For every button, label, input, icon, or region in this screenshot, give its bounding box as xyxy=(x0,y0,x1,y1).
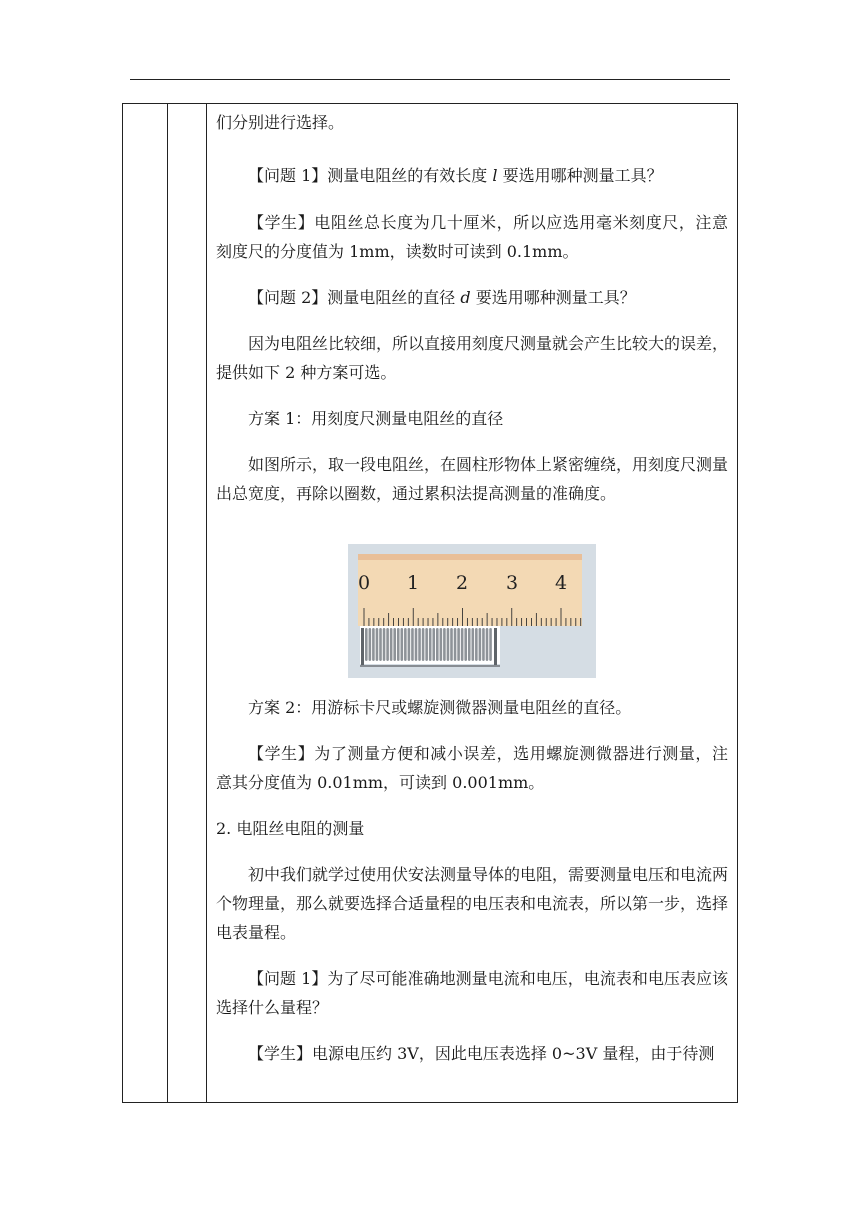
student-text: 电阻丝总长度为几十厘米，所以应选用毫米刻度尺，注意刻度尺的分度值为 1mm，读数时可读到 0.1mm。 xyxy=(216,213,728,261)
coil-turn xyxy=(425,628,428,661)
header-rule xyxy=(130,79,730,80)
paragraph-figure-desc: 如图所示，取一段电阻丝，在圆柱形物体上紧密缠绕，用刻度尺测量出总宽度，再除以圈数，通过累积法提高测量的准确度。 xyxy=(216,455,729,503)
coil-turn xyxy=(365,628,368,661)
paragraph-junior-high: 初中我们就学过使用伏安法测量导体的电阻，需要测量电压和电流两个物理量，那么就要选择合适量程的电压表和电流表，所以第一步，选择电表量程。 xyxy=(216,865,729,942)
coil-turn xyxy=(415,628,418,661)
coil-turn xyxy=(436,628,439,661)
ruler-body xyxy=(358,554,582,626)
section-2-heading: 2. 电阻丝电阻的测量 xyxy=(216,819,365,838)
lesson-table xyxy=(122,103,738,1103)
coil-turn xyxy=(379,628,382,661)
question-meter-range xyxy=(216,964,728,1022)
question-text: 测量电阻丝的直径 xyxy=(327,288,461,307)
coil-turn xyxy=(376,628,379,661)
ruler-top-edge xyxy=(358,554,582,560)
student-text: 电源电压约 3V，因此电压表选择 0~3V 量程，由于待测 xyxy=(312,1044,715,1063)
coil-turn xyxy=(468,628,471,661)
coil-turn xyxy=(383,628,386,661)
coil-turn xyxy=(443,628,446,661)
wire-coil xyxy=(361,628,497,665)
coil-turn xyxy=(489,628,492,661)
column-divider-2 xyxy=(206,104,207,1102)
coil-turn xyxy=(386,628,389,661)
question-tag: 【问题 1】 xyxy=(248,969,328,988)
student-answer-voltage xyxy=(216,1039,728,1068)
ruler-coil-illustration xyxy=(348,544,596,678)
coil-turn xyxy=(408,628,411,661)
question-tag: 【问题 2】 xyxy=(248,288,328,307)
variable-l: l xyxy=(492,166,498,185)
coil-turn xyxy=(372,628,375,661)
coil-turn xyxy=(479,628,482,661)
question-length-tool xyxy=(216,161,728,190)
ruler-label-2: 2 xyxy=(455,572,469,594)
ruler-label-1: 1 xyxy=(406,572,420,594)
coil-turn xyxy=(369,628,372,661)
coil-turn xyxy=(429,628,432,661)
student-text: 为了测量方便和减小误差，选用螺旋测微器进行测量，注意其分度值为 0.01mm，可读到 0.001mm。 xyxy=(216,744,728,792)
ruler-label-3: 3 xyxy=(505,572,519,594)
question-text: 测量电阻丝的有效长度 xyxy=(327,166,493,185)
cylinder-end xyxy=(494,628,497,665)
coil-turn xyxy=(486,628,489,661)
student-answer-micrometer xyxy=(216,739,728,797)
coil-turn xyxy=(482,628,485,661)
coil-turn xyxy=(397,628,400,661)
ruler-label-4: 4 xyxy=(554,572,568,594)
coil-turn xyxy=(461,628,464,661)
plan-2-heading: 方案 2：用游标卡尺或螺旋测微器测量电阻丝的直径。 xyxy=(248,698,632,717)
coil-turn xyxy=(464,628,467,661)
coil-turn xyxy=(447,628,450,661)
coil-turn xyxy=(404,628,407,661)
coil-turn xyxy=(418,628,421,661)
coil-turn xyxy=(432,628,435,661)
cylinder-end xyxy=(361,628,364,665)
variable-d: d xyxy=(460,288,471,307)
plan-1-heading: 方案 1：用刻度尺测量电阻丝的直径 xyxy=(248,409,504,428)
question-text-end: 要选用哪种测量工具？ xyxy=(470,288,636,307)
student-tag: 【学生】 xyxy=(248,213,315,232)
student-tag: 【学生】 xyxy=(248,1044,313,1063)
question-text-end: 要选用哪种测量工具？ xyxy=(497,166,663,185)
question-tag: 【问题 1】 xyxy=(248,166,328,185)
ruler-label-0: 0 xyxy=(357,572,371,594)
column-divider-1 xyxy=(167,104,168,1102)
coil-turn xyxy=(393,628,396,661)
coil-turn xyxy=(475,628,478,661)
ruler-coil-figure xyxy=(348,544,596,678)
coil-turn xyxy=(422,628,425,661)
coil-turn xyxy=(454,628,457,661)
paragraph-because: 因为电阻丝比较细，所以直接用刻度尺测量就会产生比较大的误差，提供如下 2 种方案可选。 xyxy=(216,334,729,382)
student-answer-ruler xyxy=(216,208,728,266)
coil-turn xyxy=(401,628,404,661)
coil-turn xyxy=(472,628,475,661)
coil-turn xyxy=(440,628,443,661)
coil-turn xyxy=(390,628,393,661)
paragraph-continuation: 们分别进行选择。 xyxy=(216,113,345,132)
coil-turn xyxy=(450,628,453,661)
question-text: 为了尽可能准确地测量电流和电压，电流表和电压表应该选择什么量程？ xyxy=(216,969,728,1017)
question-diameter-tool xyxy=(216,283,728,312)
coil-turn xyxy=(411,628,414,661)
student-tag: 【学生】 xyxy=(248,744,315,763)
coil-turn xyxy=(457,628,460,661)
